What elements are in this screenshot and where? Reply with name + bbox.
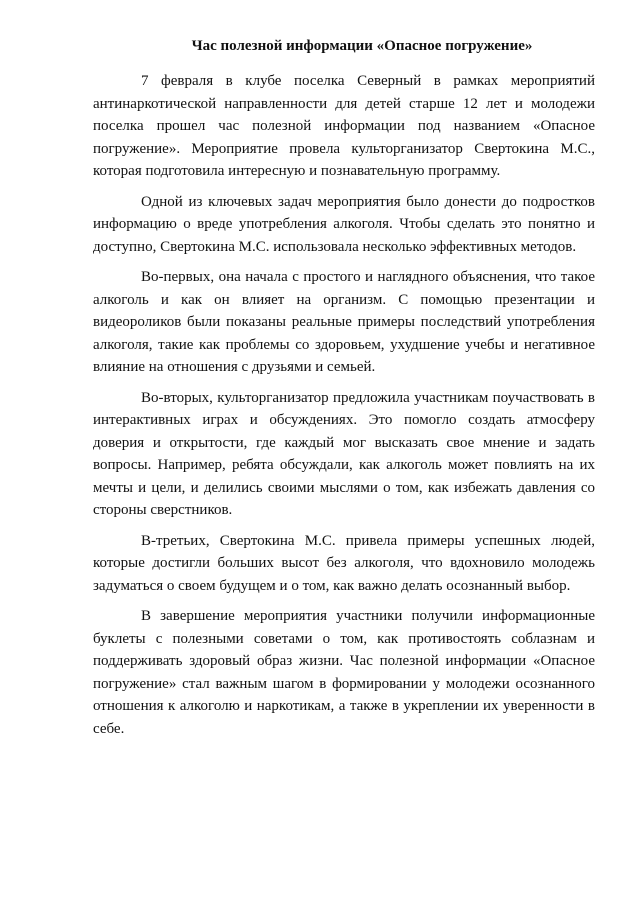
paragraph-conclusion: В завершение мероприятия участники получили информационные буклеты с полезными советами о том, как противостоять соблазнам и поддерживать здоровый образ жизни. Час полезной информации «Опасное погружение» стал важным шагом в формировании у молодежи осознанного отношения к алкоголю и наркотикам, а также в укреплении их уверенности в себе. (93, 608, 595, 737)
paragraph-first: Во-первых, она начала с простого и наглядного объяснения, что такое алкоголь и как он влияет на организм. С помощью презентации и видеороликов были показаны реальные примеры последствий употребления алкоголя, такие как проблемы со здоровьем, ухудшение учебы и негативное влияние на отношения с друзьями и семьей. (93, 269, 595, 375)
document-title: Час полезной информации «Опасное погружение» (191, 38, 533, 54)
paragraph-second: Во-вторых, культорганизатор предложила участникам поучаствовать в интерактивных играх и обсуждениях. Это помогло создать атмосферу доверия и открытости, где каждый мог высказать свое мнение и задать вопросы. Например, ребята обсуждали, как алкоголь может повлиять на их мечты и цели, и делились своими мыслями о том, как избежать давления со стороны сверстников. (93, 389, 595, 518)
paragraph-intro: 7 февраля в клубе поселка Северный в рамках мероприятий антинаркотической направленности для детей старше 12 лет и молодежи поселка прошел час полезной информации под названием «Опасное погружение». Мероприятие провела культорганизатор Свертокина М.С., которая подготовила интересную и познавательную программу. (93, 73, 595, 179)
paragraph-goal: Одной из ключевых задач мероприятия было донести до подростков информацию о вреде употребления алкоголя. Чтобы сделать это понятно и доступно, Свертокина М.С. использовала несколько эффективных методов. (93, 193, 595, 255)
document-page (93, 33, 595, 748)
paragraph-third: В-третьих, Свертокина М.С. привела примеры успешных людей, которые достигли больших высот без алкоголя, что вдохновило молодежь задуматься о своем будущем и о том, как важно делать осознанный выбор. (93, 532, 595, 594)
